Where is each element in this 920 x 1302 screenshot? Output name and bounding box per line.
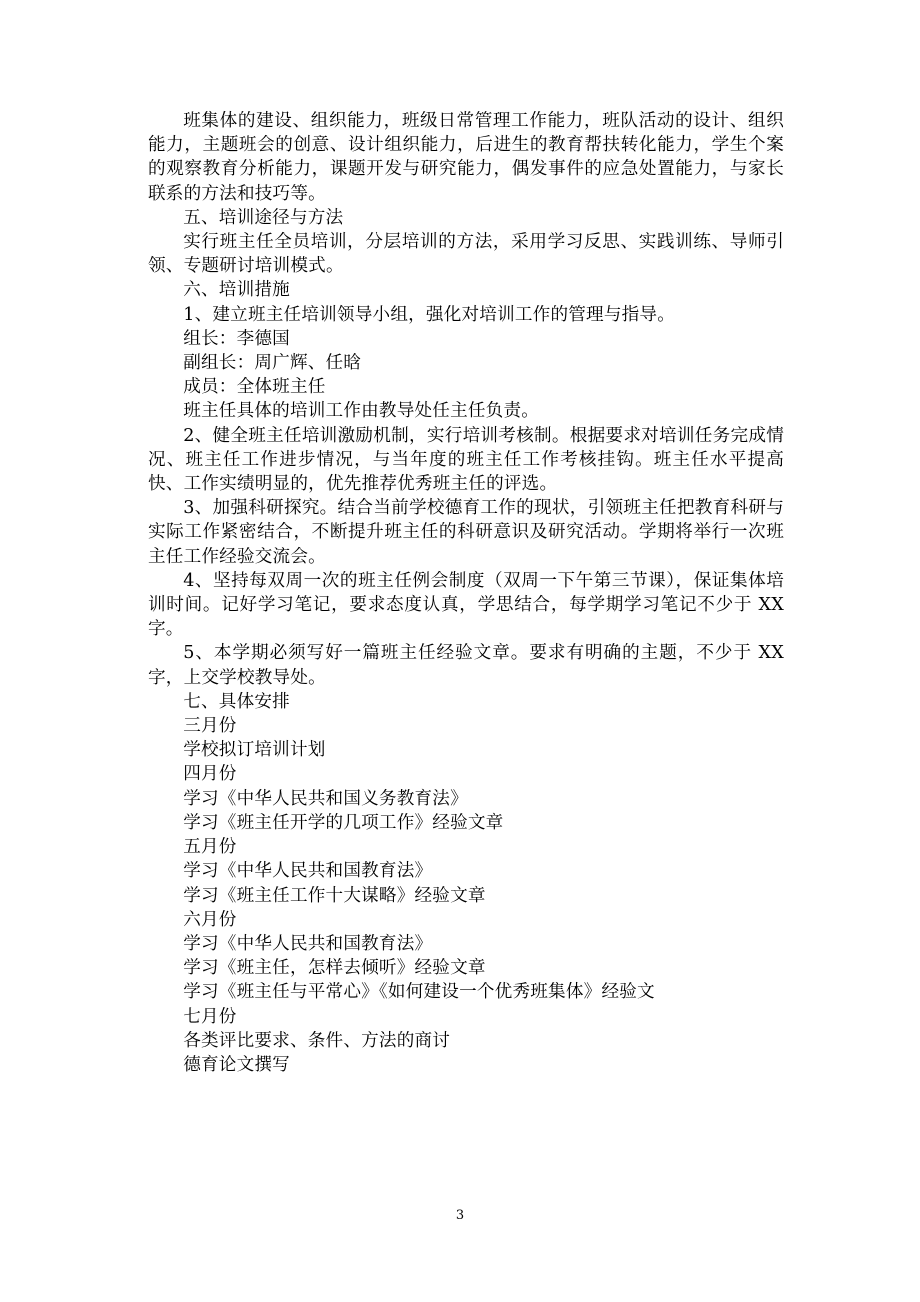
paragraph-measure-4: 4、坚持每双周一次的班主任例会制度（双周一下午第三节课），保证集体培训时间。记好学习笔记，要求态度认真，学思结合，每学期学习笔记不少于 XX 字。 xyxy=(148,570,784,640)
schedule-item: 学习《班主任工作十大谋略》经验文章 xyxy=(183,885,486,906)
schedule-month-may: 五月份 xyxy=(183,837,237,858)
schedule-month-june: 六月份 xyxy=(183,909,237,930)
schedule-item: 学习《中华人民共和国教育法》 xyxy=(183,861,433,882)
schedule-item: 各类评比要求、条件、方法的商讨 xyxy=(183,1030,451,1051)
document-body xyxy=(148,109,784,1077)
schedule-item: 学习《中华人民共和国义务教育法》 xyxy=(183,788,468,809)
schedule-item: 学习《班主任开学的几项工作》经验文章 xyxy=(183,812,504,833)
paragraph-responsible: 班主任具体的培训工作由教导处任主任负责。 xyxy=(183,401,540,422)
schedule-item: 德育论文撰写 xyxy=(183,1054,290,1075)
schedule-month-april: 四月份 xyxy=(183,764,237,785)
heading-training-approach: 五、培训途径与方法 xyxy=(183,207,344,228)
paragraph-class-skills: 班集体的建设、组织能力，班级日常管理工作能力，班队活动的设计、组织能力，主题班会的创意、设计组织能力，后进生的教育帮扶转化能力，学生个案的观察教育分析能力，课题开发与研究能力，偶发事件的应急处置能力，与家长联系的方法和技巧等。 xyxy=(148,111,784,204)
schedule-item: 学习《班主任，怎样去倾听》经验文章 xyxy=(183,958,486,979)
paragraph-deputy-leader: 副组长：周广辉、任晗 xyxy=(183,353,362,374)
heading-training-measures: 六、培训措施 xyxy=(183,280,290,301)
schedule-month-march: 三月份 xyxy=(183,716,237,737)
heading-schedule: 七、具体安排 xyxy=(183,691,290,712)
schedule-month-july: 七月份 xyxy=(183,1006,237,1027)
paragraph-training-approach: 实行班主任全员培训，分层培训的方法，采用学习反思、实践训练、导师引领、专题研讨培训模式。 xyxy=(148,232,784,277)
schedule-item: 学习《中华人民共和国教育法》 xyxy=(183,933,433,954)
paragraph-group-leader: 组长：李德国 xyxy=(183,328,290,349)
paragraph-measure-5: 5、本学期必须写好一篇班主任经验文章。要求有明确的主题，不少于 XX 字，上交学校教导处。 xyxy=(148,643,784,688)
paragraph-measure-3: 3、加强科研探究。结合当前学校德育工作的现状，引领班主任把教育科研与实际工作紧密结合，不断提升班主任的科研意识及研究活动。学期将举行一次班主任工作经验交流会。 xyxy=(148,498,784,567)
page-number: 3 xyxy=(455,1208,465,1223)
schedule-item: 学习《班主任与平常心》《如何建设一个优秀班集体》经验文 xyxy=(183,982,655,1003)
schedule-item: 学校拟订培训计划 xyxy=(183,740,326,761)
paragraph-members: 成员：全体班主任 xyxy=(183,377,326,398)
paragraph-measure-1: 1、建立班主任培训领导小组，强化对培训工作的管理与指导。 xyxy=(183,304,676,325)
paragraph-measure-2: 2、健全班主任培训激励机制，实行培训考核制。根据要求对培训任务完成情况、班主任工作进步情况，与当年度的班主任工作考核挂钩。班主任水平提高快、工作实绩明显的，优先推荐优秀班主任的评选。 xyxy=(148,425,784,495)
